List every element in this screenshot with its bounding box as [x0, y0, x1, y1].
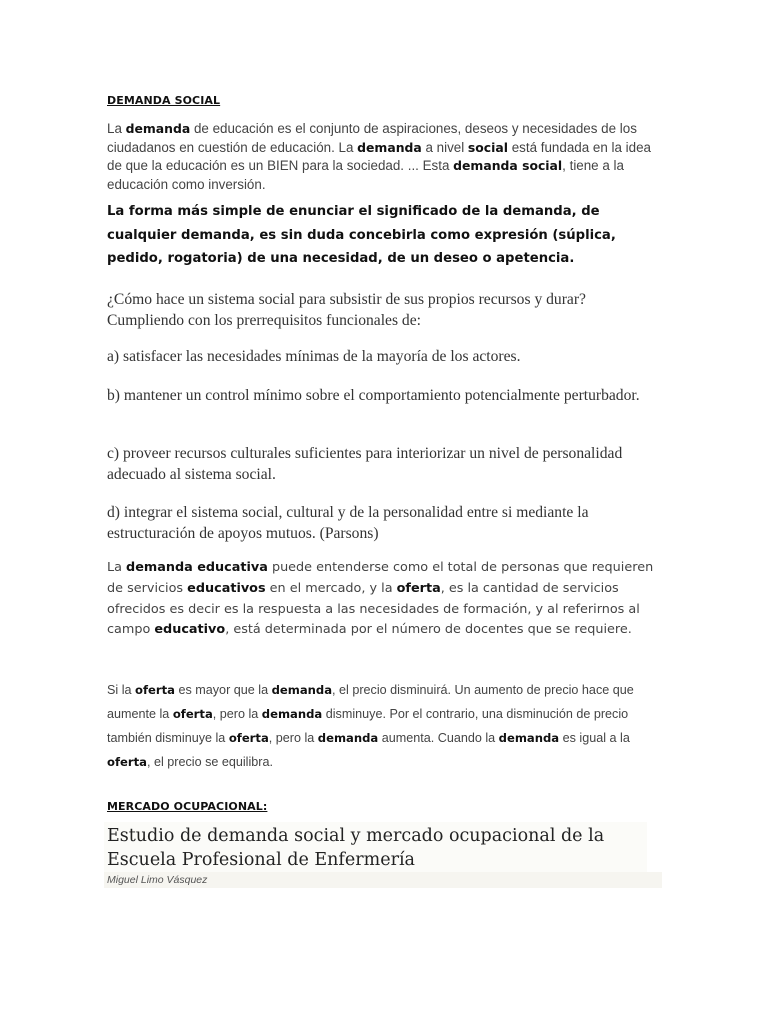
demanda-bold-paragraph: La forma más simple de enunciar el significado de la demanda, de cualquier demanda, es sin duda concebirla como expresión (súplica, pedido, rogatoria) de una necesidad, de un deseo o apetencia. — [107, 204, 616, 266]
parsons-item-d: d) integrar el sistema social, cultural y de la personalidad entre si mediante la estructuración de apoyos mutuos. (Parsons) — [107, 504, 589, 542]
oferta-demanda-paragraph: Si la oferta es mayor que la demanda, el precio disminuirá. Un aumento de precio hace que aumente la oferta, pero la demanda disminuye. Por el contrario, una disminución de precio también disminuye la oferta, pero la demanda aumenta. Cuando la demanda es igual a la oferta, el precio se equilibra. — [107, 683, 634, 769]
study-title: Estudio de demanda social y mercado ocupacional de la Escuela Profesional de Enfermería — [107, 826, 605, 870]
study-author: Miguel Limo Vásquez — [107, 874, 208, 886]
parsons-item-c: c) proveer recursos culturales suficientes para interiorizar un nivel de personalidad adecuado al sistema social. — [107, 445, 623, 483]
section-heading-mercado-ocupacional: MERCADO OCUPACIONAL: — [107, 800, 268, 813]
demanda-definition-paragraph: La demanda de educación es el conjunto de aspiraciones, deseos y necesidades de los ciudadanos en cuestión de educación. La demanda a nivel social está fundada en la idea de que la educación es un BIEN para la sociedad. ... Esta demanda social, tiene a la educación como inversión. — [107, 121, 651, 192]
parsons-intro-paragraph: ¿Cómo hace un sistema social para subsistir de sus propios recursos y durar? Cumpliendo con los prerrequisitos funcionales de: — [107, 291, 586, 329]
parsons-item-b: b) mantener un control mínimo sobre el comportamiento potencialmente perturbador. — [107, 387, 640, 404]
section-heading-demanda-social: DEMANDA SOCIAL — [107, 94, 221, 107]
demanda-educativa-paragraph: La demanda educativa puede entenderse como el total de personas que requieren de servicios educativos en el mercado, y la oferta, es la cantidad de servicios ofrecidos es decir es la respuesta a las necesidades de formación, y al referirnos al campo educativo, está determinada por el número de docentes que se requiere. — [107, 560, 654, 638]
parsons-item-a: a) satisfacer las necesidades mínimas de la mayoría de los actores. — [107, 348, 521, 365]
